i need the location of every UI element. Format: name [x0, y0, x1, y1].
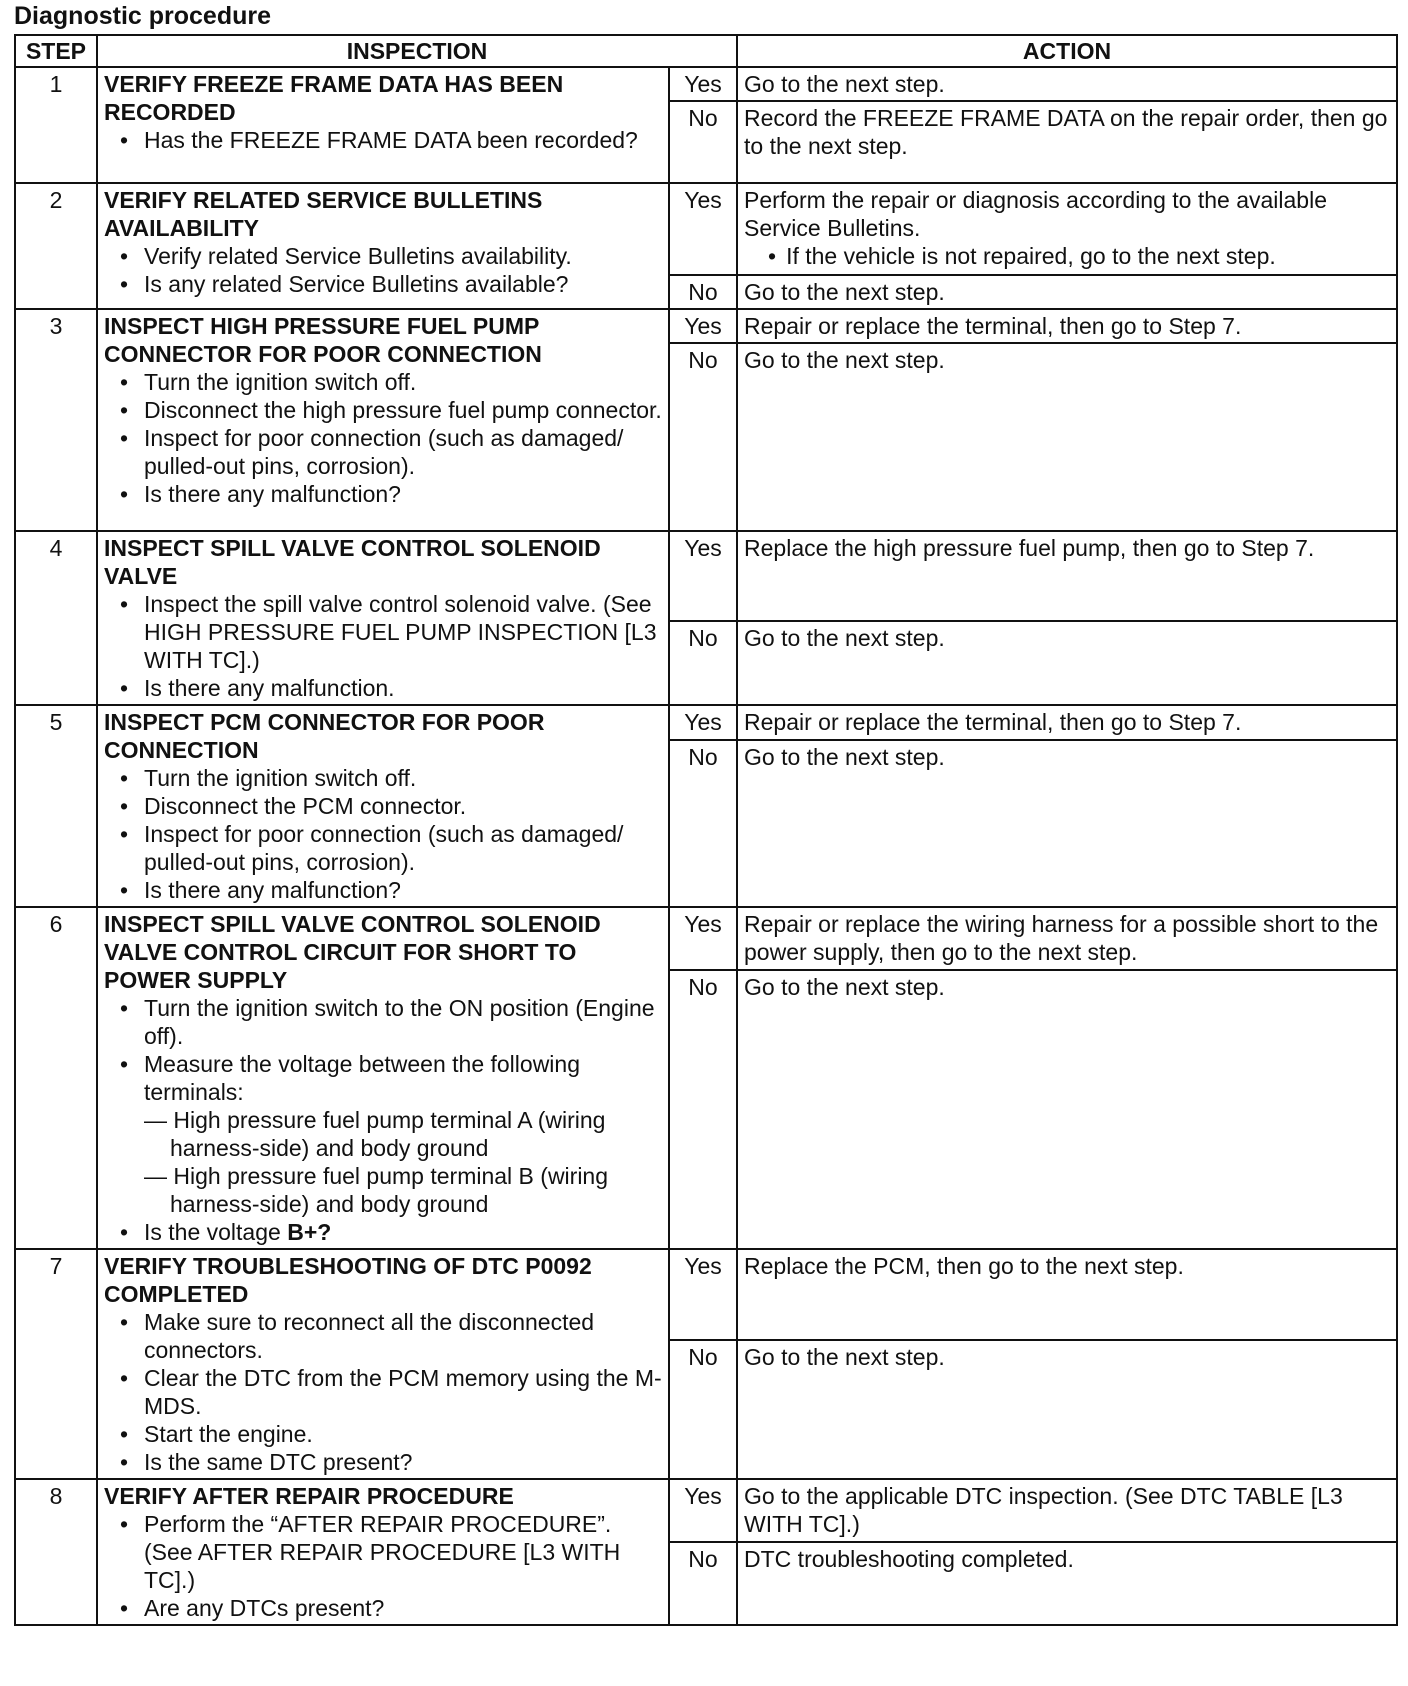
no-label: No	[669, 101, 737, 183]
step-inspection	[97, 705, 669, 907]
yes-action	[737, 183, 1397, 275]
step-row-yes	[15, 183, 1397, 275]
step-number: 8	[15, 1479, 97, 1625]
yes-label: Yes	[669, 531, 737, 621]
inspection-bullet	[144, 1218, 662, 1246]
yes-action: Replace the high pressure fuel pump, then go to Step 7.	[737, 531, 1397, 621]
inspection-bullet: • Is any related Service Bulletins available?	[144, 270, 662, 298]
no-action: Go to the next step.	[737, 970, 1397, 1249]
yes-action: Repair or replace the wiring harness for a possible short to the power supply, then go to the next step.	[737, 907, 1397, 970]
yes-label: Yes	[669, 67, 737, 101]
no-label: No	[669, 621, 737, 705]
inspection-bullet: • Turn the ignition switch off.	[144, 368, 662, 396]
header-action: ACTION	[737, 35, 1397, 67]
header-step: STEP	[15, 35, 97, 67]
step-inspection	[97, 309, 669, 531]
step-row-yes	[15, 1249, 1397, 1340]
no-action: Go to the next step.	[737, 621, 1397, 705]
no-label: No	[669, 1340, 737, 1479]
step-title: INSPECT PCM CONNECTOR FOR POOR CONNECTION	[104, 709, 545, 763]
step-number: 4	[15, 531, 97, 705]
inspection-bullet: • Is the same DTC present?	[144, 1448, 662, 1476]
yes-action: Repair or replace the terminal, then go to Step 7.	[737, 309, 1397, 343]
inspection-bullet	[144, 1050, 662, 1218]
no-label: No	[669, 1542, 737, 1625]
inspection-bullet: • Start the engine.	[144, 1420, 662, 1448]
header-inspection: INSPECTION	[97, 35, 737, 67]
inspection-bullet: • Are any DTCs present?	[144, 1594, 662, 1622]
step-inspection	[97, 183, 669, 309]
step-title: VERIFY TROUBLESHOOTING OF DTC P0092 COMPLETED	[104, 1253, 592, 1307]
no-label: No	[669, 275, 737, 309]
header-row	[15, 35, 1397, 67]
no-label: No	[669, 343, 737, 531]
step-number: 6	[15, 907, 97, 1249]
inspection-bullet: • Is there any malfunction.	[144, 674, 662, 702]
step-title: VERIFY AFTER REPAIR PROCEDURE	[104, 1483, 514, 1509]
yes-label: Yes	[669, 309, 737, 343]
yes-action: Repair or replace the terminal, then go to Step 7.	[737, 705, 1397, 740]
inspection-bullet: • Disconnect the high pressure fuel pump connector.	[144, 396, 662, 424]
yes-action: Replace the PCM, then go to the next step.	[737, 1249, 1397, 1340]
step-inspection	[97, 1479, 669, 1625]
step-row-yes	[15, 531, 1397, 621]
inspection-subitem: — High pressure fuel pump terminal B (wiring harness-side) and body ground	[144, 1163, 609, 1217]
no-label: No	[669, 970, 737, 1249]
no-action: Go to the next step.	[737, 275, 1397, 309]
step-number: 3	[15, 309, 97, 531]
no-action: Record the FREEZE FRAME DATA on the repair order, then go to the next step.	[737, 101, 1397, 183]
step-title: INSPECT SPILL VALVE CONTROL SOLENOID VALVE CONTROL CIRCUIT FOR SHORT TO POWER SUPPLY	[104, 911, 601, 993]
document-title: Diagnostic procedure	[14, 2, 271, 30]
step-row-yes	[15, 1479, 1397, 1542]
step-title: INSPECT HIGH PRESSURE FUEL PUMP CONNECTOR FOR POOR CONNECTION	[104, 313, 542, 367]
inspection-bullet-text: Measure the voltage between the following terminals:	[144, 1051, 581, 1105]
step-inspection	[97, 1249, 669, 1479]
step-row-yes	[15, 907, 1397, 970]
no-label: No	[669, 740, 737, 907]
inspection-bullet: • Is there any malfunction?	[144, 480, 662, 508]
step-number: 1	[15, 67, 97, 183]
yes-action: Go to the next step.	[737, 67, 1397, 101]
inspection-bullet: • Perform the “AFTER REPAIR PROCEDURE”. (See AFTER REPAIR PROCEDURE [L3 WITH TC].)	[144, 1510, 662, 1594]
no-action: DTC troubleshooting completed.	[737, 1542, 1397, 1625]
yes-label: Yes	[669, 907, 737, 970]
inspection-bullet: • Inspect for poor connection (such as damaged/ pulled-out pins, corrosion).	[144, 820, 662, 876]
no-action: Go to the next step.	[737, 740, 1397, 907]
inspection-bullet: • Is there any malfunction?	[144, 876, 662, 904]
no-action: Go to the next step.	[737, 1340, 1397, 1479]
inspection-bullet-bold: B+?	[287, 1219, 332, 1245]
inspection-bullet: • Inspect for poor connection (such as damaged/ pulled-out pins, corrosion).	[144, 424, 662, 480]
yes-action: Go to the applicable DTC inspection. (See DTC TABLE [L3 WITH TC].)	[737, 1479, 1397, 1542]
inspection-bullet: • Verify related Service Bulletins availability.	[144, 242, 662, 270]
step-inspection	[97, 907, 669, 1249]
step-row-yes	[15, 705, 1397, 740]
inspection-bullet: • Disconnect the PCM connector.	[144, 792, 662, 820]
yes-action-note	[744, 242, 1390, 270]
yes-label: Yes	[669, 1249, 737, 1340]
no-action: Go to the next step.	[737, 343, 1397, 531]
inspection-bullet: • Has the FREEZE FRAME DATA been recorded?	[144, 126, 662, 154]
yes-label: Yes	[669, 1479, 737, 1542]
step-row-yes	[15, 309, 1397, 343]
step-title: INSPECT SPILL VALVE CONTROL SOLENOID VALVE	[104, 535, 601, 589]
step-number: 5	[15, 705, 97, 907]
inspection-bullet-text: Is the voltage	[144, 1219, 288, 1245]
step-inspection	[97, 531, 669, 705]
step-number: 7	[15, 1249, 97, 1479]
step-title: VERIFY RELATED SERVICE BULLETINS AVAILABILITY	[104, 187, 543, 241]
inspection-bullet: • Clear the DTC from the PCM memory using the M-MDS.	[144, 1364, 662, 1420]
step-row-yes	[15, 67, 1397, 101]
yes-action-text: Perform the repair or diagnosis according to the available Service Bulletins.	[744, 187, 1328, 241]
inspection-bullet: • Turn the ignition switch off.	[144, 764, 662, 792]
inspection-bullet: • Inspect the spill valve control solenoid valve. (See HIGH PRESSURE FUEL PUMP INSPECTION [L3 WITH TC].)	[144, 590, 662, 674]
diagnostic-table	[14, 34, 1398, 1626]
inspection-bullet: • Make sure to reconnect all the disconnected connectors.	[144, 1308, 662, 1364]
yes-action-note-text: If the vehicle is not repaired, go to the next step.	[786, 243, 1276, 269]
step-title: VERIFY FREEZE FRAME DATA HAS BEEN RECORDED	[104, 71, 564, 125]
step-number: 2	[15, 183, 97, 309]
inspection-subitem: — High pressure fuel pump terminal A (wiring harness-side) and body ground	[144, 1107, 606, 1161]
yes-label: Yes	[669, 183, 737, 275]
yes-label: Yes	[669, 705, 737, 740]
step-inspection	[97, 67, 669, 183]
inspection-bullet: • Turn the ignition switch to the ON position (Engine off).	[144, 994, 662, 1050]
